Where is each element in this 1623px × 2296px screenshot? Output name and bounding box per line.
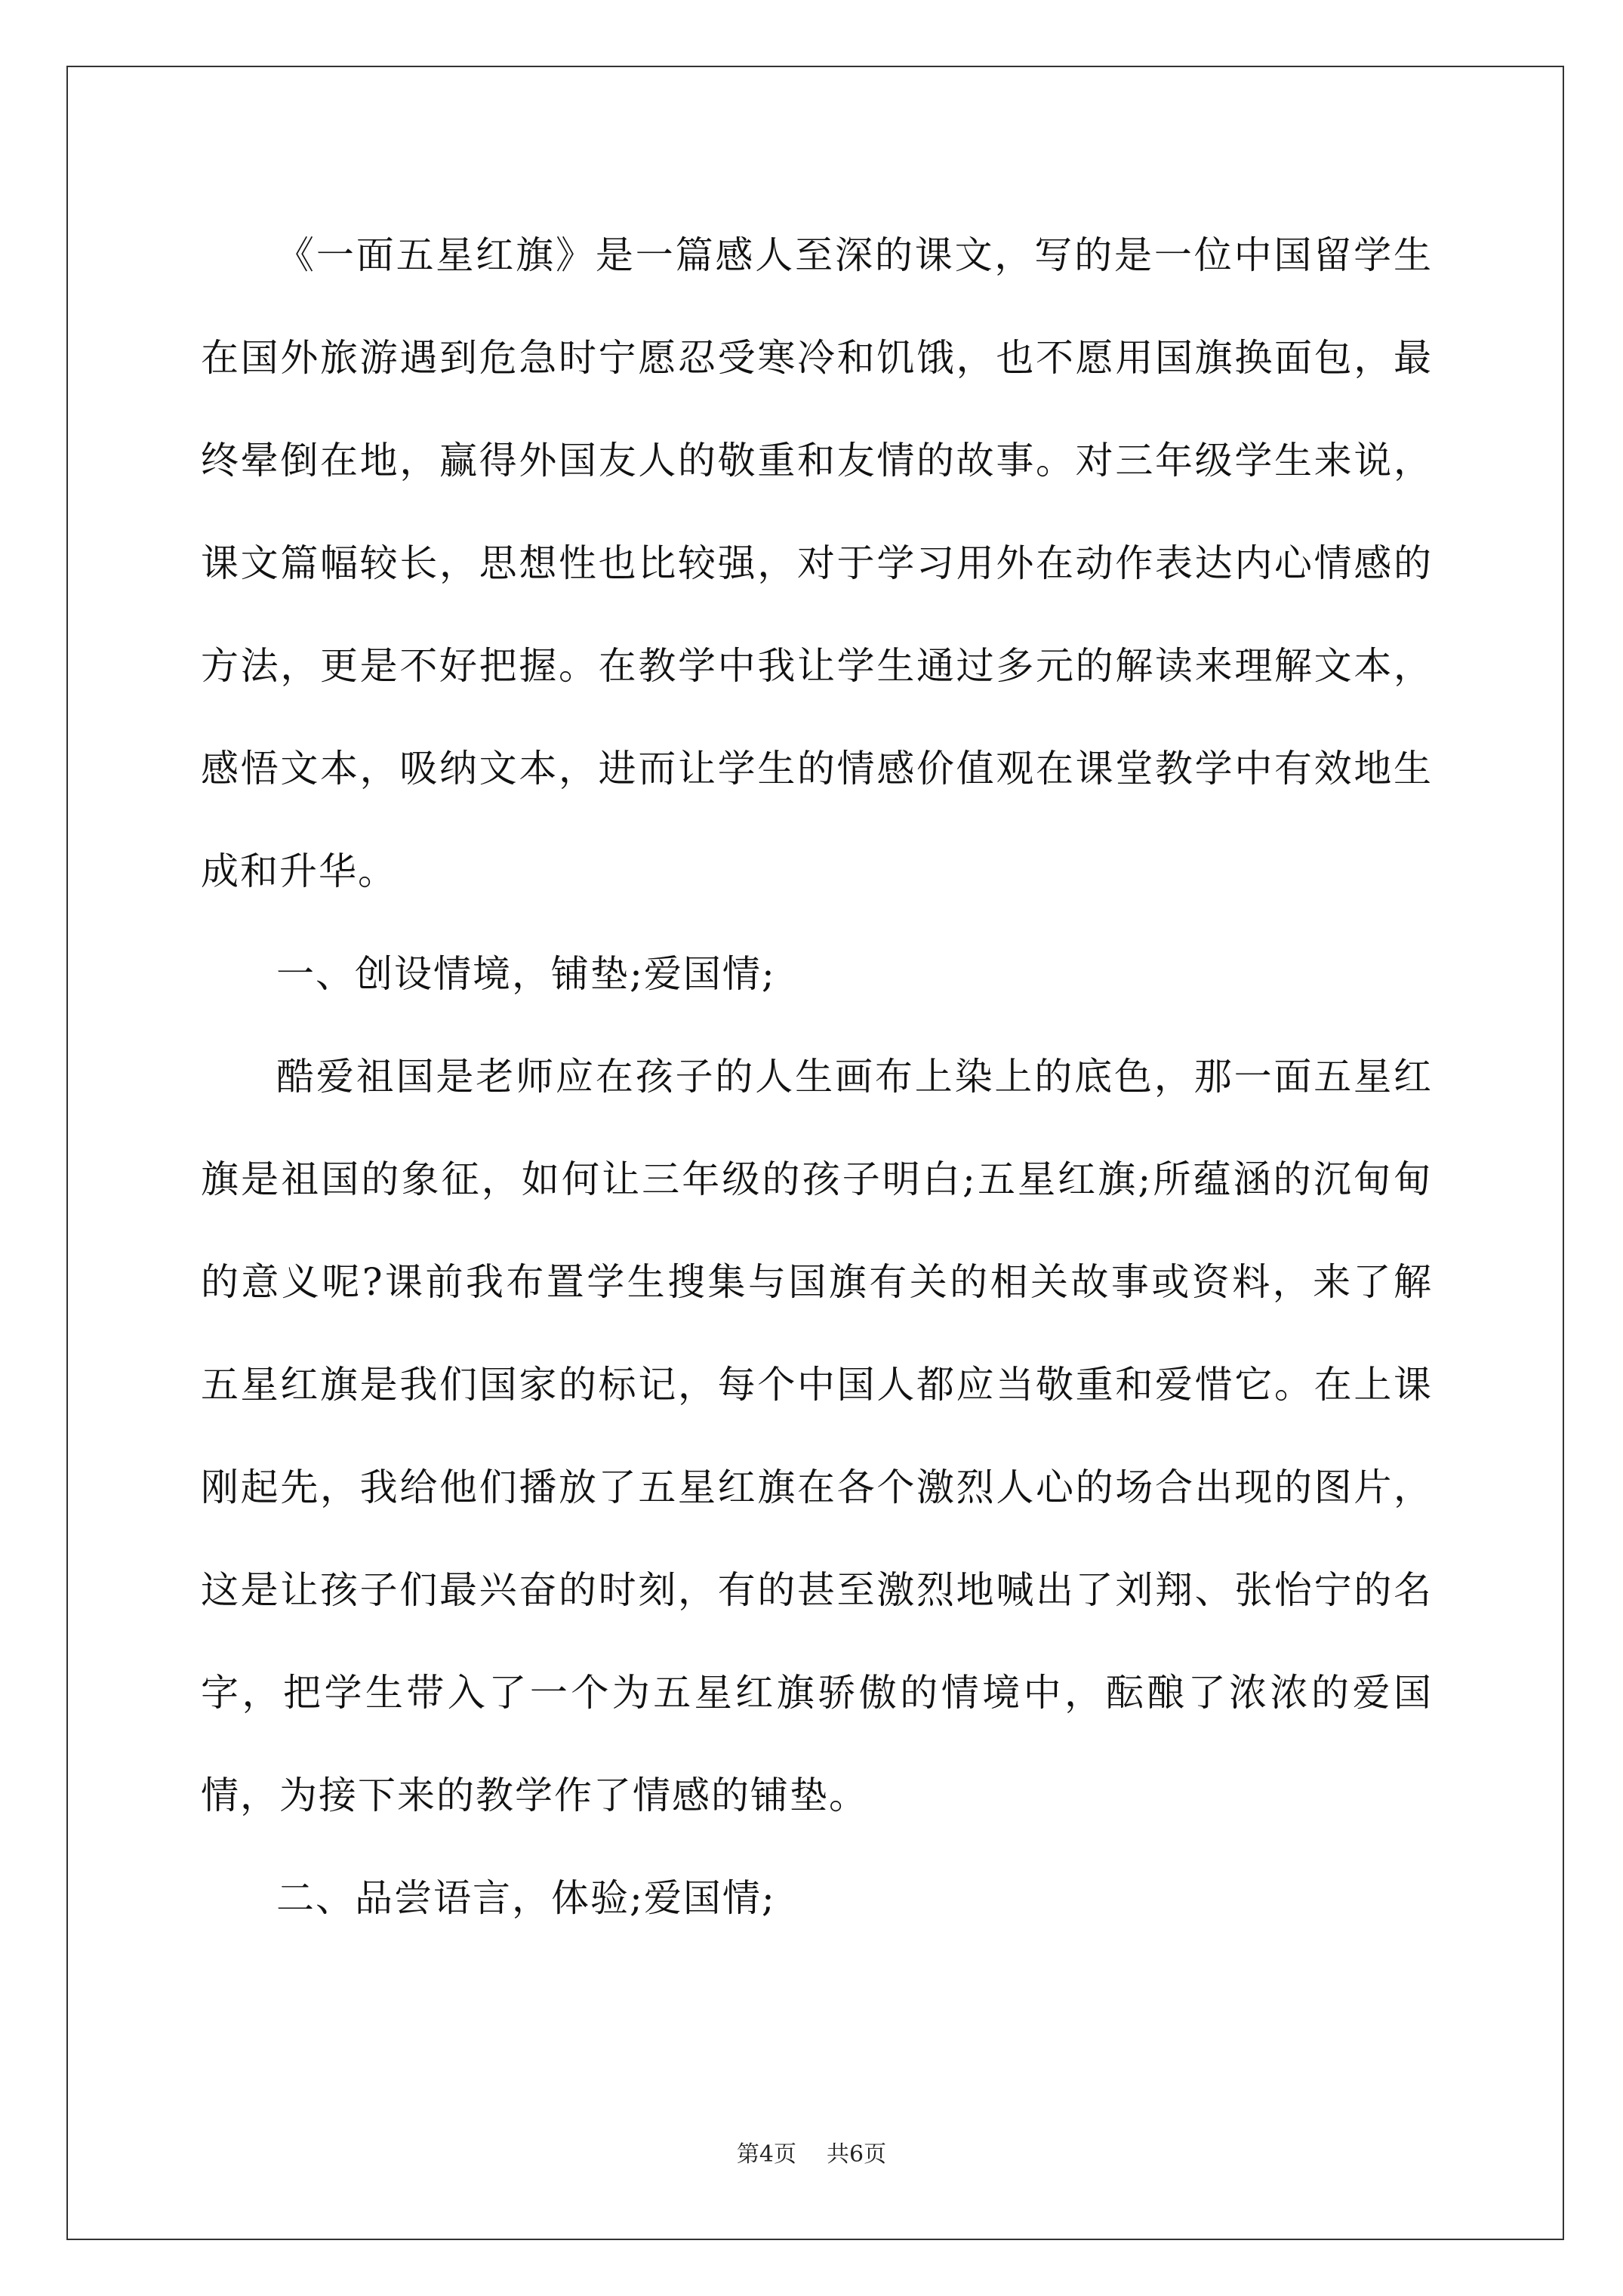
page-number-total: 共6页 [827,2141,887,2168]
document-body [201,204,1433,1949]
section-heading-1: 一、创设情境，铺垫;爱国情; [276,952,776,996]
paragraph-section-1: 酷爱祖国是老师应在孩子的人生画布上染上的底色，那一面五星红旗是祖国的象征，如何让三年级的孩子明白;五星红旗;所蕴涵的沉甸甸的意义呢?课前我布置学生搜集与国旗有关的相关故事或资料，来了解五星红旗是我们国家的标记，每个中国人都应当敬重和爱惜它。在上课刚起先，我给他们播放了五星红旗在各个激烈人心的场合出现的图片，这是让孩子们最兴奋的时刻，有的甚至激烈地喊出了刘翔、张怡宁的名字，把学生带入了一个为五星红旗骄傲的情境中，酝酿了浓浓的爱国情，为接下来的教学作了情感的铺垫。 [201,1055,1433,1817]
page-number-current: 第4页 [736,2141,796,2168]
section-heading-2: 二、品尝语言，体验;爱国情; [276,1876,776,1920]
page-footer [0,2140,1623,2170]
paragraph-intro: 《一面五星红旗》是一篇感人至深的课文，写的是一位中国留学生在国外旅游遇到危急时宁愿忍受寒冷和饥饿，也不愿用国旗换面包，最终晕倒在地，赢得外国友人的敬重和友情的故事。对三年级学生来说，课文篇幅较长，思想性也比较强，对于学习用外在动作表达内心情感的方法，更是不好把握。在教学中我让学生通过多元的解读来理解文本，感悟文本，吸纳文本，进而让学生的情感价值观在课堂教学中有效地生成和升华。 [201,233,1433,893]
